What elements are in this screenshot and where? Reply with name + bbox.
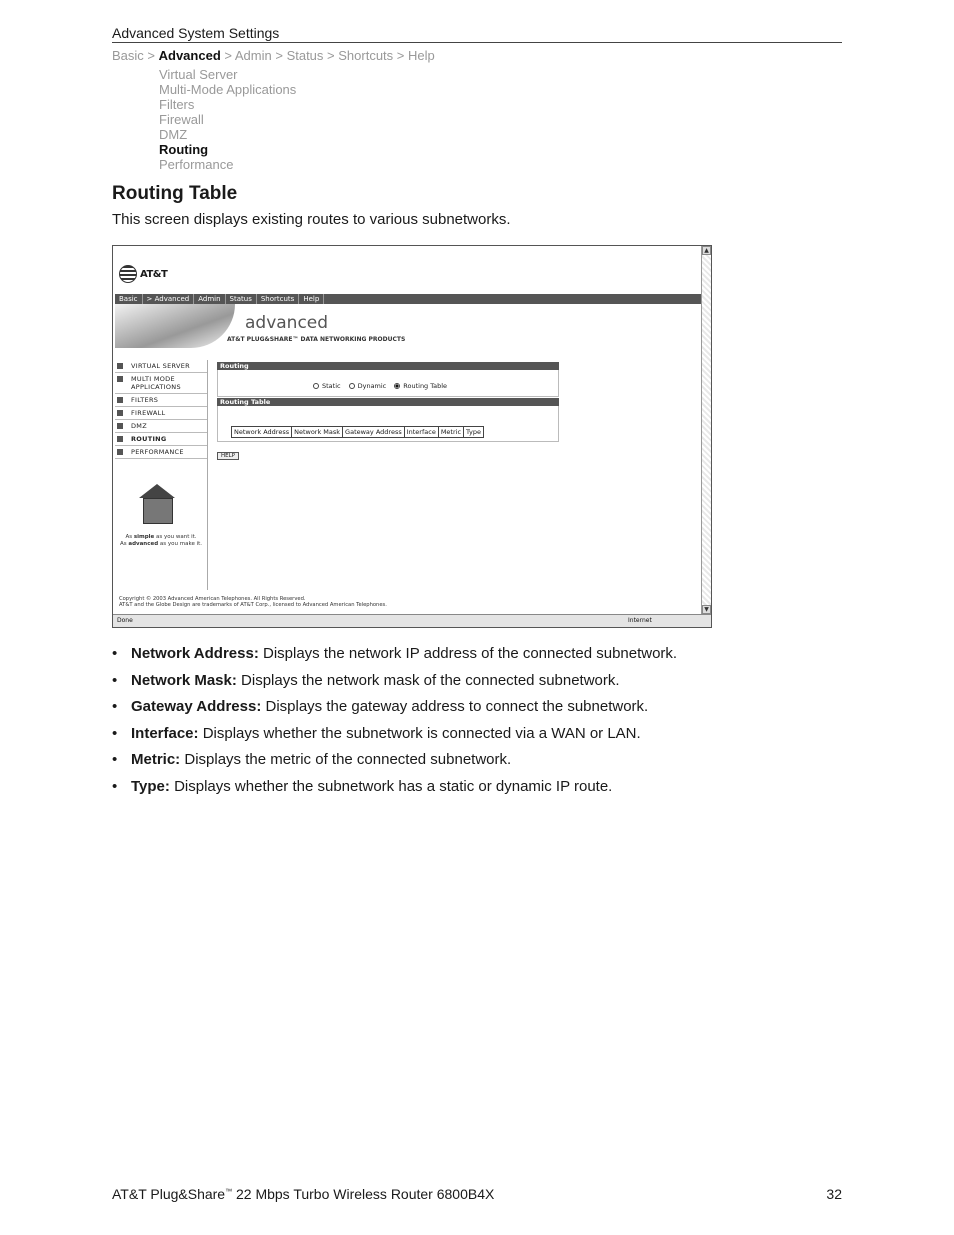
slogan-bold: advanced [128, 541, 159, 547]
slogan-text: As [119, 541, 129, 547]
router-left-item-multi-mode[interactable] [115, 373, 207, 394]
logo-text: AT&T [140, 268, 168, 280]
definition: Displays the network IP address of the connected subnetwork. [258, 645, 678, 662]
col-network-mask: Network Mask [292, 427, 343, 438]
table-header-row [232, 427, 484, 438]
header-divider [112, 42, 842, 43]
page-number: 32 [826, 1186, 842, 1202]
col-gateway-address: Gateway Address [343, 427, 405, 438]
left-item-label: VIRTUAL SERVER [131, 362, 190, 370]
breadcrumb-separator: > [323, 48, 339, 63]
router-nav-shortcuts[interactable]: Shortcuts [257, 294, 299, 304]
col-metric: Metric [438, 427, 463, 438]
scroll-down-icon[interactable]: ▼ [702, 605, 711, 614]
radio-icon [313, 383, 319, 389]
definition: Displays the metric of the connected subnetwork. [180, 751, 512, 769]
router-left-item-firewall[interactable] [115, 407, 207, 420]
left-nav-divider [207, 360, 208, 590]
left-item-label: MULTI MODE APPLICATIONS [131, 375, 181, 391]
term: Gateway Address: [131, 698, 262, 716]
breadcrumb-item-status[interactable]: Status [286, 48, 324, 63]
definition: Displays the network mask of the connected subnetwork. [236, 671, 620, 689]
breadcrumb-item-admin[interactable]: Admin [234, 48, 272, 63]
router-left-item-performance[interactable] [115, 446, 207, 459]
house-icon [135, 484, 179, 528]
slogan-line-2 [113, 541, 209, 548]
router-left-item-virtual-server[interactable] [115, 360, 207, 373]
field-descriptions [112, 643, 852, 803]
slogan-text: As [125, 534, 134, 540]
router-nav-admin[interactable]: Admin [194, 294, 225, 304]
help-button[interactable] [217, 452, 239, 460]
radio-label: Dynamic [357, 382, 387, 390]
term: Interface: [131, 724, 199, 742]
breadcrumb-item-basic[interactable]: Basic [112, 48, 144, 63]
bullet-icon [117, 376, 123, 382]
section-description: This screen displays existing routes to various subnetworks. [112, 211, 511, 228]
breadcrumb-item-shortcuts[interactable]: Shortcuts [338, 48, 394, 63]
list-item [112, 643, 852, 670]
page-footer [112, 1186, 842, 1202]
footer-product [112, 1186, 494, 1202]
router-ui-screenshot [112, 245, 712, 628]
routing-mode-radios [313, 382, 447, 390]
vertical-scrollbar[interactable] [701, 246, 711, 614]
left-item-label: FIREWALL [131, 409, 166, 417]
breadcrumb-separator: > [220, 48, 235, 63]
col-interface: Interface [404, 427, 438, 438]
routing-table [231, 426, 484, 438]
trademark: ™ [225, 1188, 233, 1196]
radio-static[interactable] [313, 382, 341, 390]
subnav-item-firewall[interactable]: Firewall [159, 112, 204, 127]
term: Network Address: [131, 645, 259, 662]
list-item [112, 670, 852, 697]
slogan-text: as you make it. [158, 541, 203, 547]
breadcrumb [112, 48, 435, 63]
list-item [112, 696, 852, 723]
copyright [119, 596, 387, 608]
globe-icon [119, 265, 137, 283]
breadcrumb-separator: > [393, 48, 408, 63]
subnav-item-dmz[interactable]: DMZ [159, 127, 188, 142]
router-left-item-filters[interactable] [115, 394, 207, 407]
slogan-bold: simple [133, 534, 155, 540]
router-nav-basic[interactable]: Basic [115, 294, 143, 304]
slogan-line-1 [113, 534, 209, 541]
subnav-item-routing[interactable]: Routing [159, 142, 209, 157]
router-nav-status[interactable]: Status [226, 294, 257, 304]
subnav-item-performance[interactable]: Performance [159, 157, 234, 172]
definition: Displays whether the subnetwork has a static or dynamic IP route. [169, 777, 613, 795]
router-nav-advanced[interactable]: > Advanced [143, 294, 195, 304]
slogan-text: as you want it. [154, 534, 197, 540]
term: Metric: [131, 751, 181, 769]
router-left-item-routing[interactable] [115, 433, 207, 446]
status-internet: Internet [628, 617, 652, 624]
section-title: Routing Table [112, 183, 238, 204]
radio-routing-table[interactable] [394, 382, 447, 390]
footer-product-model: 22 Mbps Turbo Wireless Router 6800B4X [232, 1186, 495, 1202]
subnav-item-filters[interactable]: Filters [159, 97, 195, 112]
list-item [112, 776, 852, 803]
radio-label: Static [322, 382, 341, 390]
term: Network Mask: [131, 671, 237, 689]
definition: Displays whether the subnetwork is connected via a WAN or LAN. [198, 724, 641, 742]
radio-dynamic[interactable] [349, 382, 387, 390]
page-header-title: Advanced System Settings [112, 25, 280, 41]
bullet-icon [117, 363, 123, 369]
bullet-icon [117, 436, 123, 442]
breadcrumb-separator: > [271, 48, 287, 63]
browser-status-bar [113, 614, 711, 627]
breadcrumb-item-help[interactable]: Help [408, 48, 435, 63]
left-item-label: PERFORMANCE [131, 448, 184, 456]
bullet-icon [117, 410, 123, 416]
breadcrumb-item-advanced[interactable]: Advanced [158, 48, 221, 63]
routing-table-title: Routing Table [217, 398, 559, 406]
scroll-up-icon[interactable]: ▲ [702, 246, 711, 255]
bullet-icon [117, 423, 123, 429]
router-top-nav [115, 294, 701, 304]
radio-label: Routing Table [403, 382, 448, 390]
house-roof [139, 484, 175, 498]
radio-icon [349, 383, 355, 389]
definition: Displays the gateway address to connect the subnetwork. [261, 698, 649, 716]
router-left-item-dmz[interactable] [115, 420, 207, 433]
footer-product-name: AT&T Plug&Share [112, 1186, 226, 1202]
banner-photo [115, 304, 235, 348]
col-type: Type [464, 427, 484, 438]
banner-word: advanced [245, 313, 329, 333]
att-logo [119, 265, 167, 283]
house-body [143, 498, 173, 524]
router-left-nav [115, 360, 207, 459]
left-item-label: FILTERS [131, 396, 159, 404]
bullet-icon [117, 397, 123, 403]
list-item [112, 723, 852, 750]
subnav-item-multi-mode-applications[interactable]: Multi-Mode Applications [159, 82, 297, 97]
left-item-label: ROUTING [131, 435, 167, 443]
help-label: HELP [221, 453, 235, 459]
breadcrumb-separator: > [143, 48, 159, 63]
status-done: Done [117, 617, 133, 624]
banner [115, 304, 701, 348]
screenshot-content [113, 246, 701, 614]
left-item-label: DMZ [131, 422, 147, 430]
sub-navigation [159, 67, 296, 172]
copyright-line-1: Copyright © 2003 Advanced American Telephones. All Rights Reserved. [119, 596, 306, 602]
subnav-item-virtual-server[interactable]: Virtual Server [159, 67, 238, 82]
bullet-icon [117, 449, 123, 455]
list-item [112, 749, 852, 776]
slogan [113, 534, 209, 548]
router-nav-help[interactable]: Help [299, 294, 324, 304]
col-network-address: Network Address [232, 427, 292, 438]
routing-panel-title: Routing [217, 362, 559, 370]
copyright-line-2: AT&T and the Globe Design are trademarks of AT&T Corp., licensed to Advanced American Telephones. [119, 602, 387, 608]
term: Type: [131, 777, 170, 795]
radio-selected-icon [394, 383, 400, 389]
banner-subtitle: AT&T PLUG&SHARE™ DATA NETWORKING PRODUCTS [227, 336, 406, 343]
